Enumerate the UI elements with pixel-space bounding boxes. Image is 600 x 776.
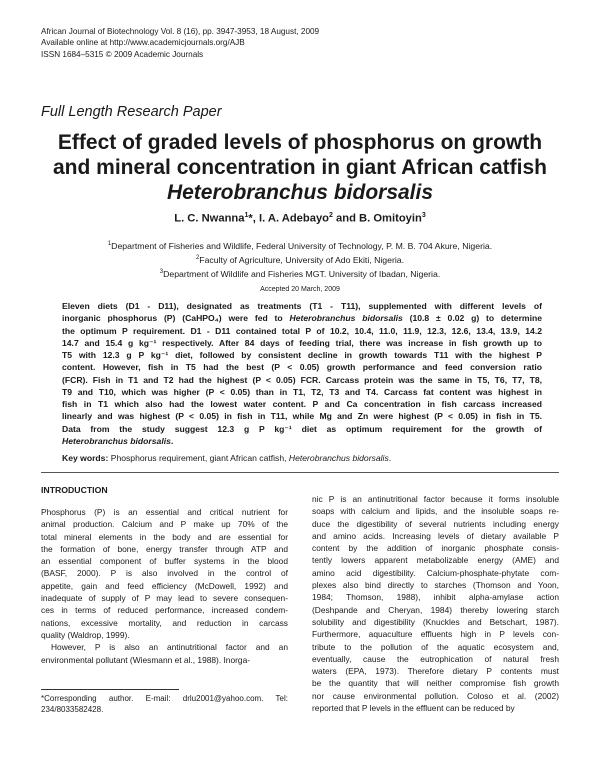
text-line: T9 and T10, which was higher (P < 0.05) than in T1, T2, T3 and T4. Carcass fat content was highest in [62,386,542,397]
body-column-left [41,506,288,666]
text-line: (BASF, 2000). P is also involved in the control of [41,568,288,579]
affiliations [0,238,600,280]
text-line: and amino acids. Increasing levels of dietary available P [312,530,559,541]
text-line: animal production. Calcium and P make up 70% of the [41,519,288,530]
text-line: (Deshpande and Cheryan, 1984) thereby lowering starch [312,604,559,615]
text-line: reported that P levels in the effluent can be reduced by [312,703,515,714]
text-line: Phosphorus (P) is an essential and critical nutrient for [41,507,288,517]
text-line: 14.7 and 15.4 g kg⁻¹ respectively. After 84 days of feeding trial, there was increase in fish growth up to [62,337,542,348]
text-line: quality (Waldrop, 1999). [41,629,130,640]
title-line-2: and mineral concentration in giant African catfish [53,156,547,179]
text-line: solubility and digestibility (Knuckles and Betschart, 1987). [312,616,559,627]
text-line: nor cause environmental pollution. Coloso et al. (2002) [312,690,559,701]
text-line: nations, excessive mortality, and reduction in carcass [41,617,288,628]
text-line: soaps with calcium and lipids, and the insoluble soaps re- [312,506,559,517]
text-line: tribute to the pollution of the aquatic ecosystem and, [312,641,559,652]
journal-availability: Available online at http://www.academicjournals.org/AJB [41,38,245,48]
text-line: Furthermore, aquaculture effluents high in P levels con- [312,629,559,640]
text-line: content. However, fish in T5 had the best (P < 0.05) growth performance and feed conversion ratio [62,362,542,373]
text-line: waters (EPA, 1973). Therefore dietary P contents must [312,666,559,677]
accepted-date: Accepted 20 March, 2009 [260,286,340,293]
introduction-heading: INTRODUCTION [41,485,108,495]
footnote-divider [41,689,179,690]
text-line: linearly and was highest (P < 0.05) in fish in T11, while Mg and Zn were highest (P < 0.05) in fish in T5. [62,411,542,422]
title-line-3: Heterobranchus bidorsalis [166,181,434,204]
affiliation-3: $^3$Department of Wildlife and Fisheries MGT. University of Ibadan, Nigeria. [159,268,441,279]
text-line: nic P is an antinutritional factor because it forms insoluble [312,494,559,504]
title-line-1: Effect of graded levels of phosphorus on growth [57,131,543,154]
text-line: eventually, cause the eutrophication of natural fresh [312,653,559,664]
journal-header [41,26,319,60]
text-line: Heterobranchus bidorsalis. [62,435,174,446]
keywords-species: Heterobranchus bidorsalis [288,453,389,463]
keywords-text: Phosphorus requirement, giant African catfish, [108,453,289,463]
text-line: (FCR). Fish in T1 and T2 had the highest (P < 0.05) FCR. Carcass protein was the same in T5, T6, T7, T8, [62,374,542,385]
keywords-label: Key words: [62,453,109,463]
text-line: environmental pollutant (Wiesmann et al., 1988). Inorga- [41,654,251,665]
footnote-line: *Corresponding author. E-mail: drlu2001@yahoo.com. Tel: [41,694,288,703]
footnote-line: 234/8033582428. [41,705,104,714]
journal-citation: African Journal of Biotechnology Vol. 8 (16), pp. 3947-3953, 18 August, 2009 [41,27,320,36]
text-line: However, P is also an antinutritional factor and an [51,642,288,653]
text-line: 1984; Thomson, 1988), inhibit alpha-amylase action [312,592,559,603]
section-divider [41,472,559,473]
body-column-right [312,493,559,714]
text-line: amino acid digestibility. Calcium-phosphate-phytate com- [312,567,559,578]
affiliation-2: $^2$Faculty of Agriculture, University of Ado Ekiti, Nigeria. [195,254,405,265]
author-1-sup: 1 [244,212,249,219]
text-line: inorganic phosphorus (P) (CaHPO₄) were fed to Heterobranchus bidorsalis (10.8 ± 0.02 g) to determine [62,313,542,324]
text-line: inadequate of supply of P may lead to severe consequen- [41,593,288,604]
paper-type: Full Length Research Paper [41,104,222,120]
text-line: content by the addition of inorganic phosphate consis- [312,543,559,554]
text-line: T5 with 12.3 g P kg⁻¹ diet, followed by consistent decline in growth towards T11 with the highest P [62,350,542,360]
text-line: plexes also bind directly to starches (Thomson and Yoon, [312,580,559,591]
text-line: Eleven diets (D1 - D11), designated as treatments (T1 - T11), supplemented with different levels of [62,301,542,311]
author-3: and B. Omitoyin [332,212,422,225]
affiliation-1: $^1$Department of Fisheries and Wildlife, Federal University of Technology, P. M. B. 704 Akure, Nigeria. [107,240,493,251]
abstract [62,300,542,447]
author-2-sup: 2 [329,212,333,219]
text-line: the formation of bone, energy transfer through ATP and [41,543,288,554]
text-line: duce the digestibility of several nutrients including energy [312,518,559,529]
text-line: Data from the study suggest 12.3 g P kg⁻¹ diet as optimum requirement for the growth of [62,423,542,434]
journal-issn: ISSN 1684–5315 © 2009 Academic Journals [41,49,204,59]
author-2: , I. A. Adebayo [252,212,330,225]
text-line: fish in T1 which also had the lowest water content. P and Ca concentration in fish carcass increased [62,399,542,409]
text-line: appetite, gain and feed efficiency (McDowell, 1992) and [41,580,288,591]
footnote [41,693,288,715]
text-line: be the quantity that will neither compromise fish growth [312,678,559,689]
text-line: the optimum P requirement. D1 - D11 contained total P of 10.2, 10.4, 11.0, 11.9, 12.3, 12.6, 13.4, 13.9, 14.2 [62,325,542,336]
keywords: Key words: Phosphorus requirement, giant African catfish, Heterobranchus bidorsalis. [62,453,392,463]
author-list [0,212,600,225]
text-line: tently lowers apparent metabolizable energy (AME) and [312,555,559,566]
text-line: an essential component of buffer systems in the blood [41,556,288,567]
author-1: L. C. Nwanna [174,212,245,225]
text-line: ces in terms of reduced performance, increased condem- [41,605,288,616]
text-line: total mineral elements in the body and are essential for [41,531,288,542]
corresponding-mark: * [248,212,253,225]
author-3-sup: 3 [421,212,426,219]
